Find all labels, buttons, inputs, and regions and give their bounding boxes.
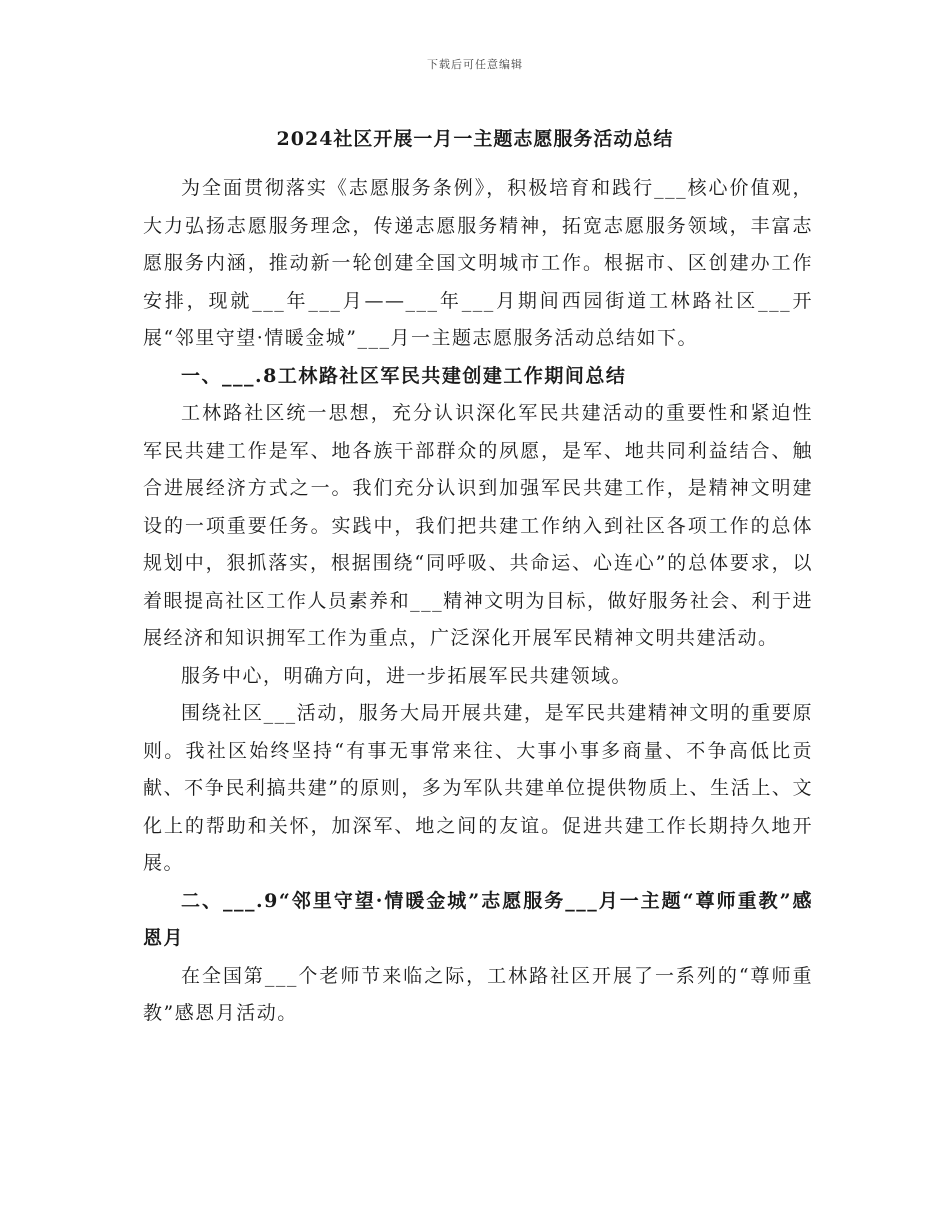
paragraph: 服务中心，明确方向，进一步拓展军民共建领域。 [181,664,633,687]
document-title: 2024社区开展一月一主题志愿服务活动总结 [276,128,674,150]
paragraph: 在全国第___个老师节来临之际，工林路社区开展了一系列的“尊师重教”感恩月活动。 [143,964,813,1024]
paragraph: 围绕社区___活动，服务大局开展共建，是军民共建精神文明的重要原则。我社区始终坚持“有事无事常来往、大事小事多商量、不争高低比贡献、不争民利搞共建”的原则，多为军队共建单位提供物质上、生活上、文化上的帮助和关怀，加深军、地之间的友谊。促进共建工作长期持久地开展。 [143,702,813,874]
paragraph: 工林路社区统一思想，充分认识深化军民共建活动的重要性和紧迫性军民共建工作是军、地各族干部群众的夙愿，是军、地共同利益结合、触合进展经济方式之一。我们充分认识到加强军民共建工作，是精神文明建设的一项重要任务。实践中，我们把共建工作纳入到社区各项工作的总体规划中，狠抓落实，根据围绕“同呼吸、共命运、心连心”的总体要求，以着眼提高社区工作人员素养和___精神文明为目标，做好服务社会、利于进展经济和知识拥军工作为重点，广泛深化开展军民精神文明共建活动。 [143,402,813,649]
section-heading: 一、___.8工林路社区军民共建创建工作期间总结 [181,364,627,387]
section-heading: 二、___.9“邻里守望·情暖金城”志愿服务___月一主题“尊师重教”感恩月 [143,889,813,949]
document-body [143,170,813,1033]
paragraph: 为全面贯彻落实《志愿服务条例》，积极培育和践行___核心价值观，大力弘扬志愿服务理念，传递志愿服务精神，拓宽志愿服务领域，丰富志愿服务内涵，推动新一轮创建全国文明城市工作。根据市、区创建办工作安排，现就___年___月——___年___月期间西园街道工林路社区___开展“邻里守望·情暖金城”___月一主题志愿服务活动总结如下。 [143,177,813,349]
header-note: 下载后可任意编辑 [427,58,523,71]
